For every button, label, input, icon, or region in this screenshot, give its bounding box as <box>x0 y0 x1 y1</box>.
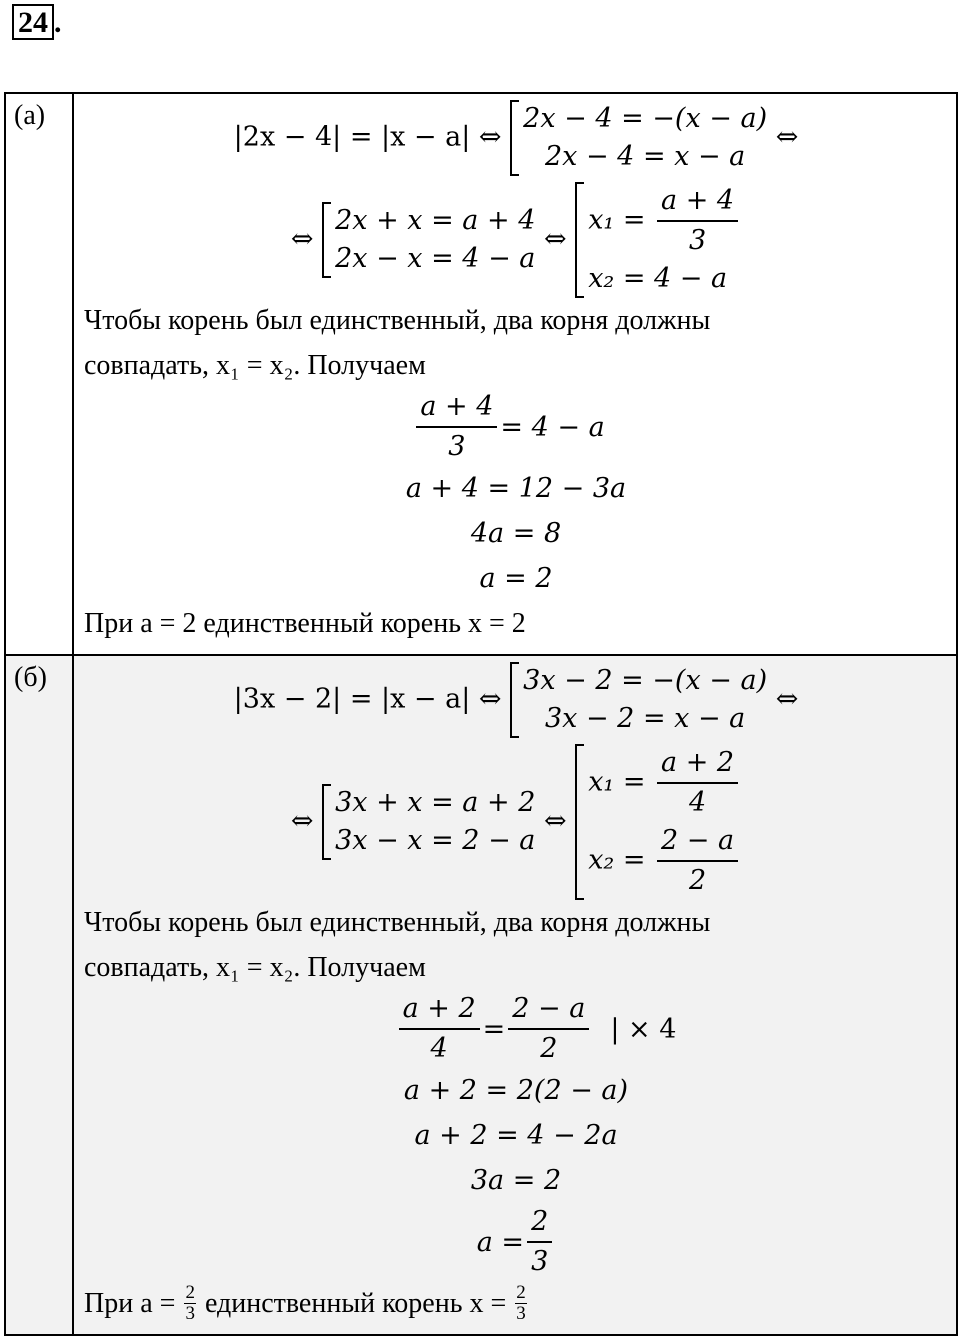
part-a-root-x1 <box>588 182 741 260</box>
part-b-final-pre: При a = <box>84 1288 176 1319</box>
bracket <box>510 662 519 738</box>
part-b-root-x1 <box>588 744 741 822</box>
part-a-x1-num: a + 4 <box>657 182 738 222</box>
part-b-line2-system <box>322 784 535 860</box>
part-b-line1-sys-1: 3x − 2 = −(x − a) <box>523 665 768 696</box>
bracket <box>510 100 519 176</box>
part-a-row <box>5 93 957 655</box>
part-a-eq4: a = 2 <box>479 563 553 594</box>
part-b-x2-den: 2 <box>688 865 707 896</box>
part-a-x1-lhs: x₁ = <box>588 204 646 236</box>
bracket <box>575 182 584 298</box>
part-b-x1-num: a + 2 <box>657 744 738 784</box>
part-b-row <box>5 655 957 1335</box>
part-b-eq3: a + 2 = 4 − 2a <box>414 1120 618 1151</box>
part-b-line1-sys-2: 3x − 2 = x − a <box>544 703 746 734</box>
bracket <box>322 784 331 860</box>
part-b-eq2: a + 2 = 2(2 − a) <box>403 1075 629 1106</box>
part-b-line2-left: ⇔ <box>290 805 314 837</box>
part-b-line2-mid: ⇔ <box>543 805 567 837</box>
part-b-final-den: 3 <box>185 1303 195 1324</box>
part-a-eq1 <box>70 388 948 466</box>
part-b-line1 <box>84 660 948 738</box>
part-b-line2 <box>84 744 948 900</box>
part-b-eq1 <box>124 990 948 1068</box>
part-a-line1 <box>84 98 948 176</box>
part-a-line2-sys-1: 2x + x = a + 4 <box>335 205 536 236</box>
part-a-text1: Чтобы корень был единственный, два корня должны <box>84 305 711 336</box>
part-b-eq5-den: 3 <box>531 1246 549 1277</box>
part-a-eq1-rhs: = 4 − a <box>500 411 605 443</box>
part-a-body <box>73 93 957 655</box>
part-b-x1-den: 4 <box>688 787 707 818</box>
part-b-roots-system <box>575 744 741 900</box>
part-b-eq5-num: 2 <box>527 1203 552 1243</box>
part-b-text1: Чтобы корень был единственный, два корня должны <box>84 907 711 938</box>
problem-number-text: 24 <box>18 6 48 39</box>
part-b-eq1-l-den: 4 <box>430 1033 448 1064</box>
part-a-eq1-den: 3 <box>448 431 466 462</box>
part-a-line1-right: ⇔ <box>775 121 799 153</box>
part-b-final-num2: 2 <box>516 1282 526 1303</box>
part-b-final-mid: единственный корень x = <box>204 1288 507 1319</box>
part-a-final: При a = 2 единственный корень x = 2 <box>84 608 526 639</box>
bracket <box>575 744 584 900</box>
part-b-eq5-lhs: a = <box>476 1226 525 1258</box>
part-b-line1-right: ⇔ <box>775 683 799 715</box>
part-a-line1-left: |2x − 4| = |x − a| ⇔ <box>233 121 502 153</box>
part-b-line1-left: |3x − 2| = |x − a| ⇔ <box>233 683 502 715</box>
part-b-label: (б) <box>5 655 73 1335</box>
part-a-label: (а) <box>5 93 73 655</box>
part-b-x2-lhs: x₂ = <box>588 844 646 876</box>
part-a-line1-sys-2: 2x − 4 = x − a <box>544 141 746 172</box>
part-b-eq5 <box>84 1203 948 1281</box>
part-b-eq1-l-num: a + 2 <box>399 990 480 1030</box>
part-b-x1-lhs: x₁ = <box>588 766 646 798</box>
part-a-line2 <box>84 182 948 298</box>
part-b-body <box>73 655 957 1335</box>
part-a-line2-system <box>322 202 535 278</box>
part-b-final-den2: 3 <box>516 1303 526 1324</box>
part-b-x2-num: 2 − a <box>657 822 738 862</box>
part-a-line1-sys-1: 2x − 4 = −(x − a) <box>523 103 768 134</box>
part-b-line2-sys-2: 3x − x = 2 − a <box>335 825 536 856</box>
part-b-text2: совпадать, x₁ = x₂. Получаем <box>84 952 426 983</box>
part-b-eq1-mult: | × 4 <box>610 1013 677 1045</box>
part-a-x1-den: 3 <box>688 225 707 256</box>
solution-table <box>4 92 958 1336</box>
part-b-eq1-r-den: 2 <box>540 1033 558 1064</box>
problem-number <box>12 4 62 40</box>
part-a-text2: совпадать, x₁ = x₂. Получаем <box>84 350 426 381</box>
part-a-roots-system <box>575 182 741 298</box>
part-a-eq2: a + 4 = 12 − 3a <box>405 473 627 504</box>
part-b-eq1-r-num: 2 − a <box>508 990 589 1030</box>
part-b-final <box>84 1281 948 1326</box>
part-a-line2-mid: ⇔ <box>543 223 567 255</box>
part-a-eq3: 4a = 8 <box>470 518 562 549</box>
part-b-line1-system <box>510 662 767 738</box>
part-b-final-num: 2 <box>185 1282 195 1303</box>
part-b-eq1-eq: = <box>482 1013 506 1045</box>
part-a-line1-system <box>510 100 767 176</box>
part-a-line2-left: ⇔ <box>290 223 314 255</box>
part-b-line2-sys-1: 3x + x = a + 2 <box>335 787 536 818</box>
problem-number-dot: . <box>54 6 62 39</box>
bracket <box>322 202 331 278</box>
part-a-line2-sys-2: 2x − x = 4 − a <box>335 243 536 274</box>
part-b-root-x2 <box>588 822 741 900</box>
part-a-root-x2: x₂ = 4 − a <box>588 263 728 294</box>
part-b-eq4: 3a = 2 <box>470 1165 562 1196</box>
part-a-eq1-num: a + 4 <box>416 388 497 428</box>
